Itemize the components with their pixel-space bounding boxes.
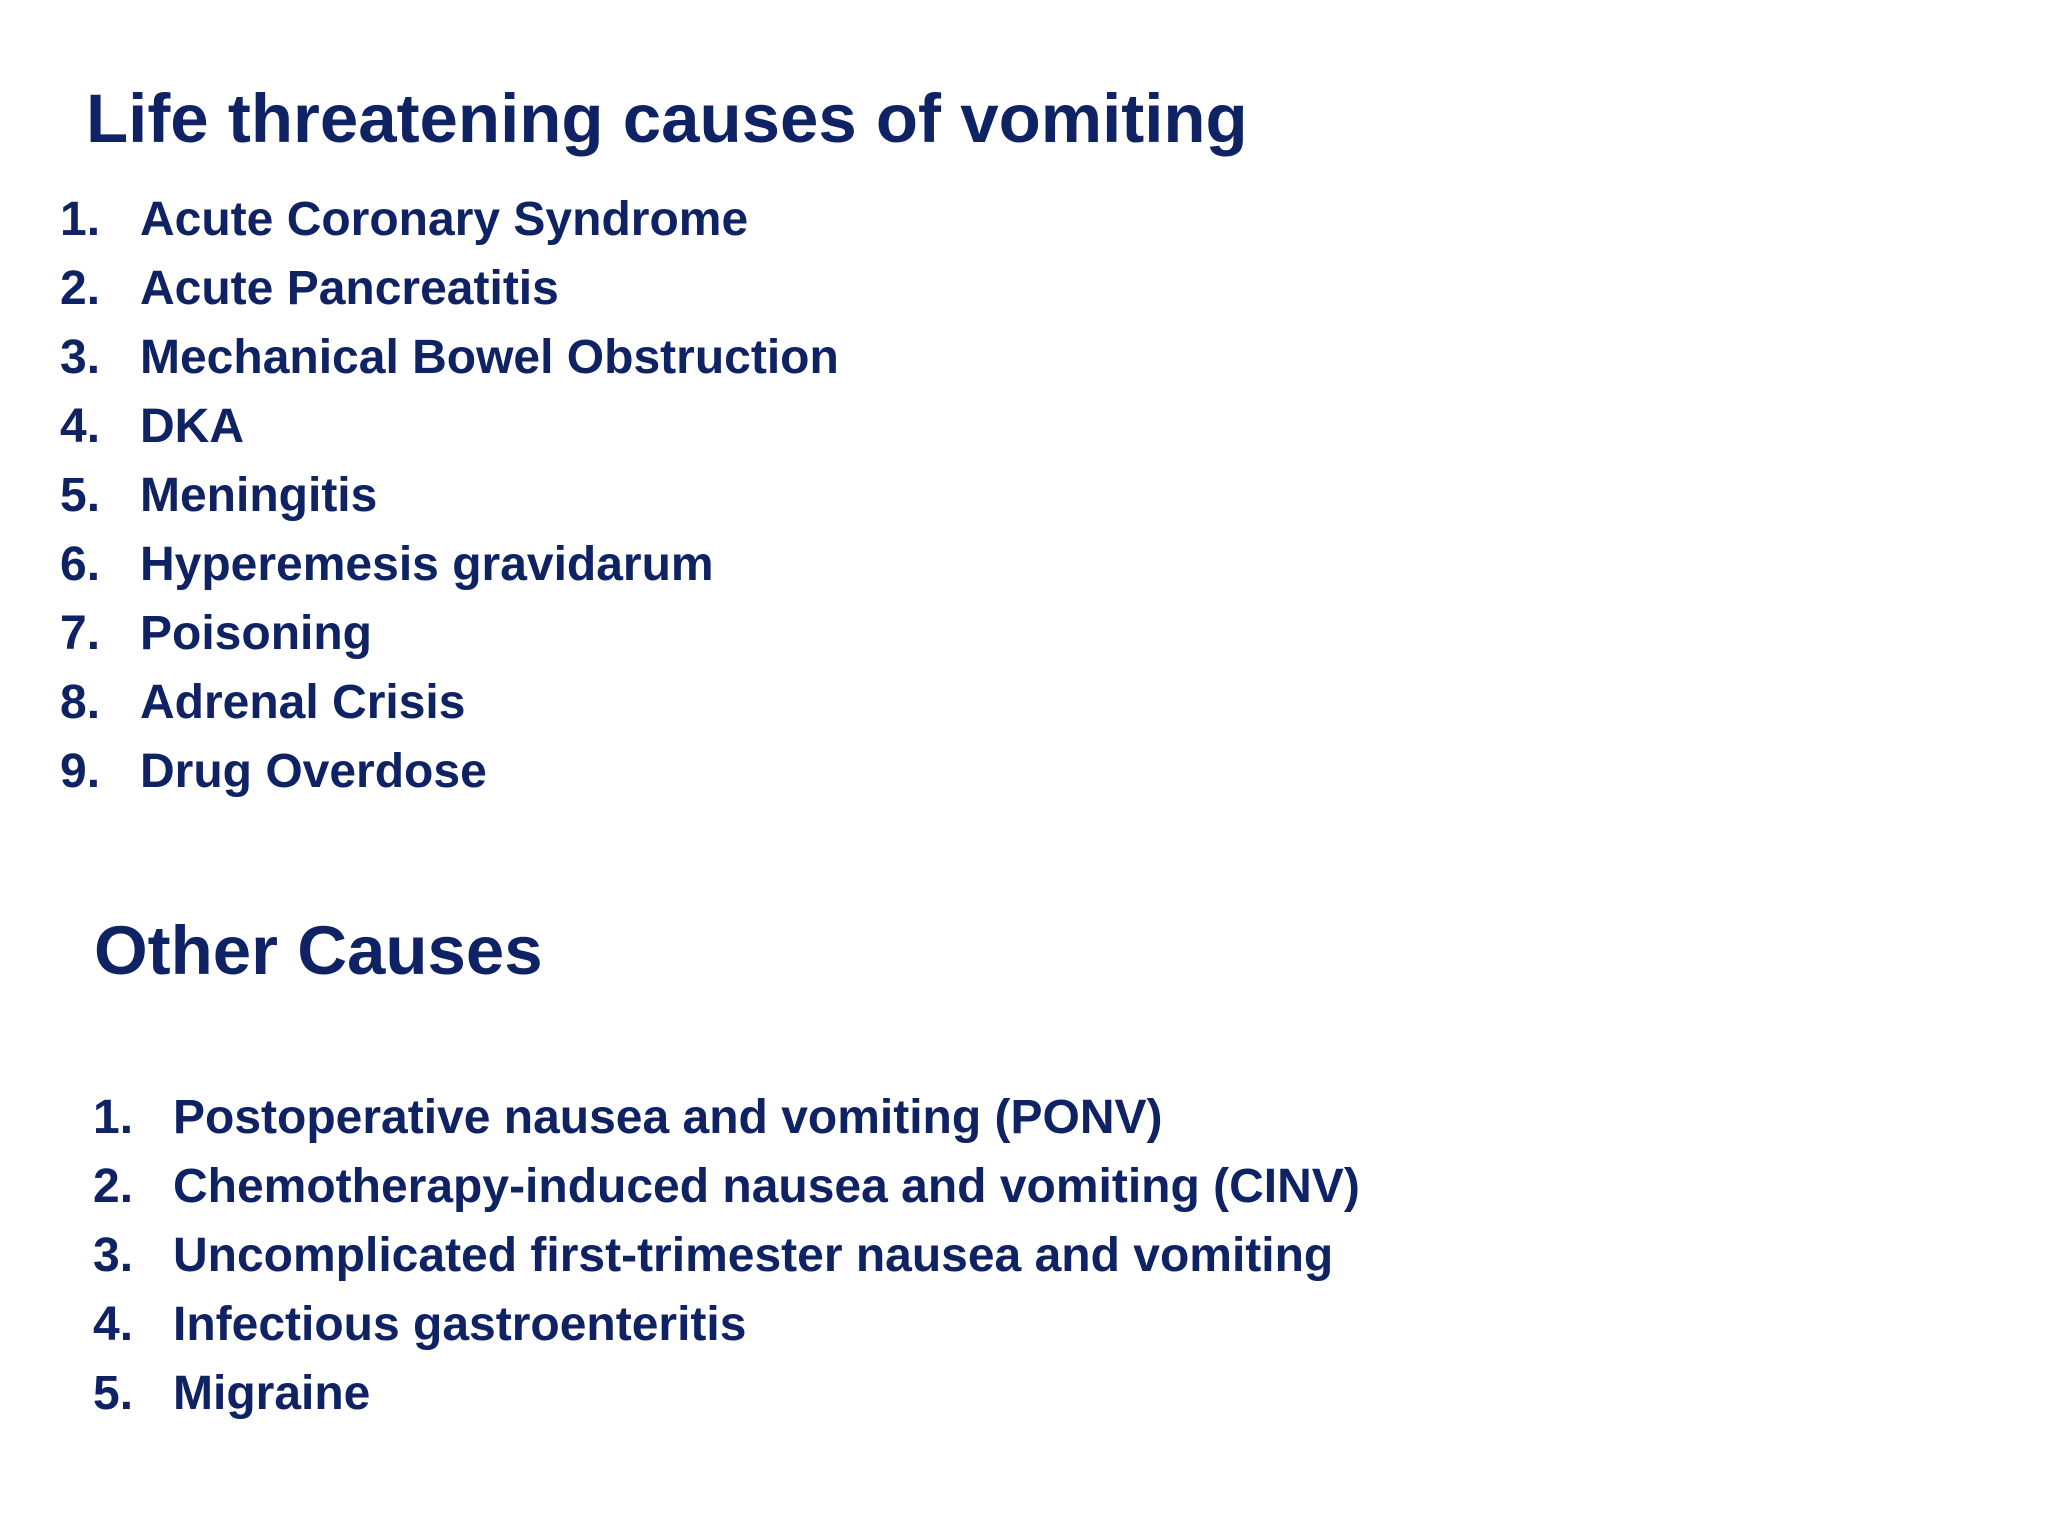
list-item-text: Chemotherapy-induced nausea and vomiting (CINV) <box>173 1160 1360 1213</box>
list-item-text: Acute Pancreatitis <box>140 262 559 315</box>
list-item <box>60 261 839 330</box>
list-item-text: Infectious gastroenteritis <box>173 1298 747 1351</box>
list-item <box>93 1297 1360 1366</box>
list-item <box>60 330 839 399</box>
list-item-number: 8. <box>60 676 101 729</box>
list-item-number: 5. <box>93 1367 134 1420</box>
other-causes-list <box>93 1090 1360 1435</box>
list-item <box>93 1159 1360 1228</box>
list-item <box>60 399 839 468</box>
list-item-text: Mechanical Bowel Obstruction <box>140 331 839 384</box>
list-item-number: 2. <box>93 1160 134 1213</box>
list-item <box>93 1228 1360 1297</box>
list-item <box>93 1366 1360 1435</box>
list-item-text: Postoperative nausea and vomiting (PONV) <box>173 1091 1163 1144</box>
life-threatening-list <box>60 192 839 813</box>
list-item-number: 3. <box>93 1229 134 1282</box>
list-item <box>93 1090 1360 1159</box>
list-item-number: 7. <box>60 607 101 660</box>
list-item-text: Meningitis <box>140 469 378 522</box>
list-item <box>60 744 839 813</box>
section-title: Other Causes <box>94 912 543 989</box>
list-item-number: 2. <box>60 262 101 315</box>
list-item-number: 4. <box>93 1298 134 1351</box>
list-item <box>60 192 839 261</box>
list-item <box>60 675 839 744</box>
list-item-number: 3. <box>60 331 101 384</box>
list-item-number: 5. <box>60 469 101 522</box>
list-item-text: Drug Overdose <box>140 745 487 798</box>
list-item-text: Hyperemesis gravidarum <box>140 538 714 591</box>
list-item-text: Uncomplicated first-trimester nausea and vomiting <box>173 1229 1334 1282</box>
list-item-number: 1. <box>93 1091 134 1144</box>
list-item-number: 1. <box>60 193 101 246</box>
list-item-text: Migraine <box>173 1367 371 1420</box>
list-item-number: 9. <box>60 745 101 798</box>
list-item-number: 4. <box>60 400 101 453</box>
list-item <box>60 606 839 675</box>
list-item-text: Adrenal Crisis <box>140 676 466 729</box>
list-item-text: DKA <box>140 400 244 453</box>
list-item-number: 6. <box>60 538 101 591</box>
list-item <box>60 468 839 537</box>
page-title: Life threatening causes of vomiting <box>86 80 1248 157</box>
list-item-text: Acute Coronary Syndrome <box>140 193 749 246</box>
list-item-text: Poisoning <box>140 607 372 660</box>
list-item <box>60 537 839 606</box>
